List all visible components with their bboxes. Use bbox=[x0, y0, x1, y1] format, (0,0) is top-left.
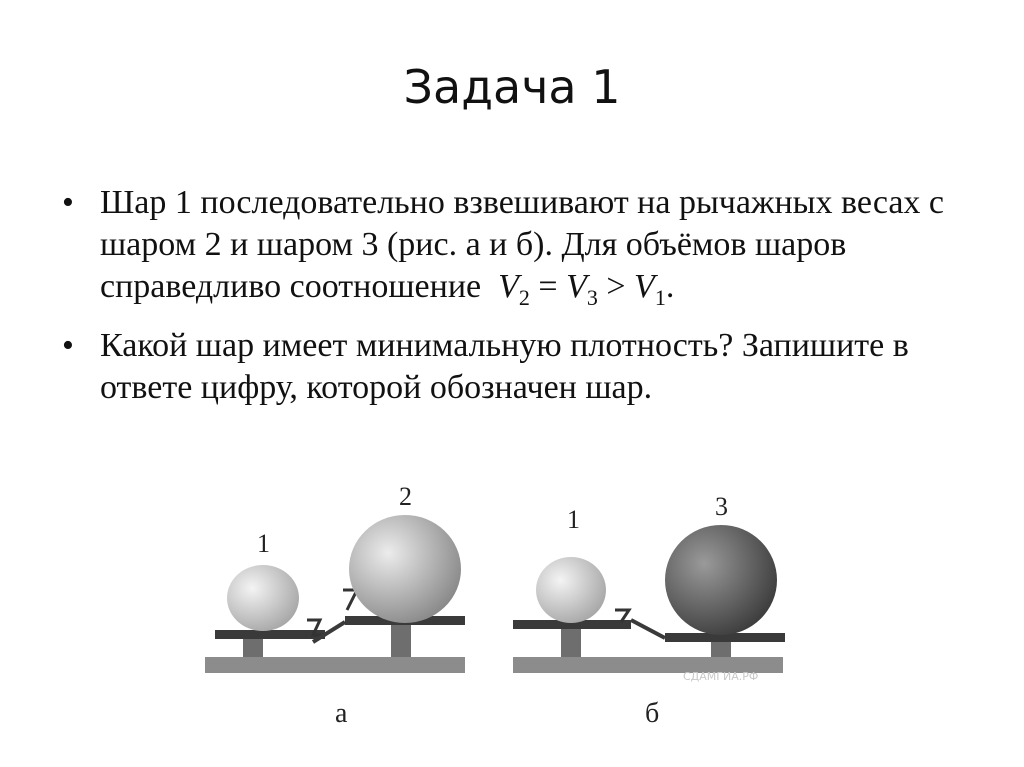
bullet-list bbox=[62, 182, 982, 415]
bullet-item-2 bbox=[62, 325, 982, 409]
slide-title: Задача 1 bbox=[403, 60, 621, 114]
formula-v3: V bbox=[566, 268, 587, 305]
bullet-dot: • bbox=[62, 326, 74, 364]
base-platform bbox=[205, 657, 465, 673]
ball-label-1: 1 bbox=[257, 529, 270, 558]
volume-formula bbox=[490, 268, 675, 310]
watermark: СДАМГИА.РФ bbox=[683, 670, 759, 683]
caption-b: б bbox=[645, 698, 660, 729]
ball-2 bbox=[349, 515, 461, 623]
ball-label-3: 3 bbox=[715, 492, 728, 521]
formula-eq: = bbox=[538, 268, 558, 305]
formula-s3: 3 bbox=[586, 284, 598, 310]
panel-b bbox=[513, 492, 785, 729]
left-pan-post bbox=[561, 629, 581, 657]
formula-v2: V bbox=[498, 268, 519, 305]
bullet-item-1 bbox=[62, 182, 982, 319]
right-pan-post bbox=[711, 642, 731, 657]
ball-label-1: 1 bbox=[567, 505, 580, 534]
formula-end: . bbox=[665, 268, 675, 305]
right-pan-post bbox=[391, 625, 411, 657]
balance-beam bbox=[631, 620, 665, 638]
panel-a bbox=[205, 482, 465, 729]
ball-3 bbox=[665, 525, 777, 635]
ball-1 bbox=[227, 565, 299, 631]
balance-figure bbox=[195, 470, 815, 760]
formula-gt: > bbox=[606, 268, 626, 305]
ball-label-2: 2 bbox=[399, 482, 412, 511]
bullet-dot: • bbox=[62, 184, 74, 221]
left-pan-post bbox=[243, 639, 263, 657]
ball-1 bbox=[536, 557, 606, 623]
left-pan bbox=[215, 630, 325, 639]
bullet-text-2: Какой шар имеет минимальную плотность? Запишите в ответе цифру, которой обозначен шар. bbox=[100, 326, 909, 406]
caption-a: а bbox=[335, 698, 348, 729]
formula-s2: 2 bbox=[518, 284, 530, 310]
bullet-text-1: Шар 1 последовательно взвешивают на рычажных весах с шаром 2 и шаром 3 (рис. а и б). Для объёмов шаров справедливо соотношение bbox=[100, 184, 945, 305]
formula-v1: V bbox=[634, 268, 655, 305]
formula-s1: 1 bbox=[654, 284, 666, 310]
